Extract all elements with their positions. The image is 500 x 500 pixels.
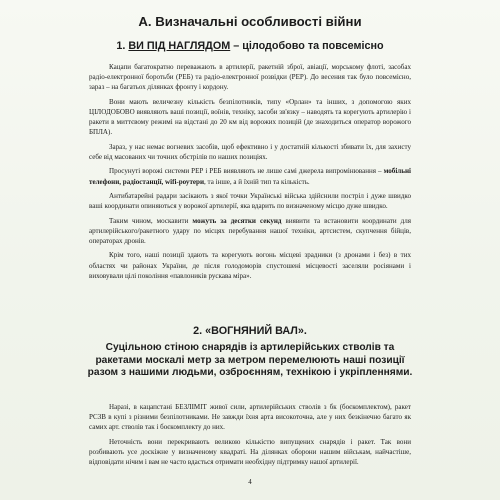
section-1-title-tail: – цілодобово та повсемісно <box>230 40 384 52</box>
text-run: виявити та встановити координати для артилерійського/ракетного удару по місцях перебування нашої техніки, артсистем, скупчення бійців, операторах дронів. <box>89 216 411 245</box>
page-number: 4 <box>248 478 252 486</box>
bold-run: можуть за десятки секунд <box>192 216 282 225</box>
paragraph <box>89 216 411 247</box>
paragraph: Антибатарейні радари засікають з якої точки Українські війська здійснили постріл і дуже швидко ваші координати опиняються у ворожої артилерії, яка вдарить по визначеному місцю дуже швидко. <box>89 191 411 211</box>
section-2-body <box>89 402 411 472</box>
section-2-subheading: Суцільною стіною снарядів із артилерійських стволів та ракетами москалі метр за метром перемелюють наші позиції разом з нашими людьми, озброєнням, технікою і укріпленнями. <box>87 342 413 379</box>
paragraph: Наразі, в кацапстані БЕЗЛІМІТ живої сили, артилерійських стволів з бк (боєкомплектом), ракет РСЗВ в купі з різними безпілотниками. Не завжди їхня арта високоточна, але у них безкінечно багато як самих арт. стволів так і боєкомплекту до них. <box>89 403 411 432</box>
section-1-title: ВИ ПІД НАГЛЯДОМ <box>128 40 231 52</box>
section-2-number: 2. <box>193 325 203 337</box>
paragraph: Кацапи багатократно переважають в артилерії, ракетній зброї, авіації, морському флоті, засобах радіо-електронної боротьби (РЕБ) та радіо-електронної розвідки (РЕР). До весения так було повсемісно, зараз – на багатьох ділянках фронту і кордону. <box>89 63 411 92</box>
section-1-body <box>89 62 411 285</box>
section-1-heading <box>0 40 500 52</box>
document-title: А. Визначальні особливості війни <box>138 14 362 29</box>
paragraph: Неточність вони перекривають великою кількістю випущених снарядів і ракет. Так вони розбивають усе доскіжне у визначеному квадраті. На ділянках оборони нашим військам, найчастіше, відповідати нічим і вам не часто вдасться отримати необхідну підтримку нашої артилерії. <box>89 437 411 467</box>
paragraph: Крім того, наші позиції здають та корегують вогонь місцеві зрадники (з дронами і без) в тих областях чи районах України, де після голодоморів спустошені місцевості заселяли росіянами і виховували цілі покоління «павлоників рускава міра». <box>89 251 411 280</box>
paragraph: Зараз, у нас немає вогневих засобів, щоб ефективно і у достатній кількості збивати їх, для захисту себе від масованих чи точних обстрілів по наших позиціях. <box>89 142 411 161</box>
paragraph: Вони мають величезну кількість безпілотників, типу «Орлан» та інших, з допомогою яких ЦІЛОДОБОВО виявляють ваші позиції, воїнів, техніку, засоби зв'язку – наводять та корегують артилерію і ракети в миттєвому режимі на відстані до 20 км від ворожих позицій (де знаходиться оператор ворожого БПЛА). <box>89 97 411 137</box>
bold-run: мобільні телефони, радіостанції, wifi-роутери <box>89 167 411 186</box>
text-run: , та інше, а й їхній тип та кількість. <box>204 177 310 186</box>
text-run: Таким чином, москавити <box>109 216 193 225</box>
paragraph <box>89 166 411 186</box>
section-2-heading <box>0 325 500 337</box>
text-run: Просунуті ворожі системи РЕР і РЕБ виявляють не лише самі джерела випромінювання – <box>109 167 384 176</box>
section-2-title: «ВОГНЯНИЙ ВАЛ». <box>205 325 307 337</box>
section-1-number: 1. <box>116 40 126 52</box>
